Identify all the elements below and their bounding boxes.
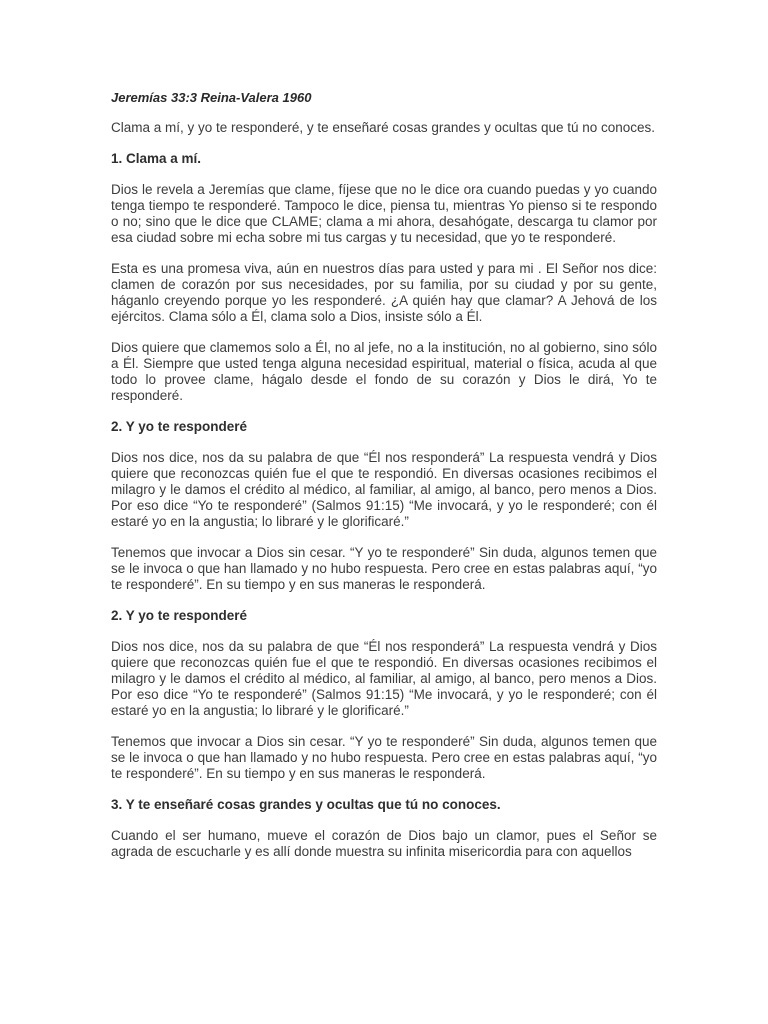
section-heading-2-repeat: 2. Y yo te responderé [111,608,248,623]
body-paragraph: Tenemos que invocar a Dios sin cesar. “Y yo te responderé” Sin duda, algunos temen que se le invoca o que han llamado y no hubo respuesta. Pero cree en estas palabras aquí, “yo te responderé”. En su tiempo y en sus maneras le responderá. [111,545,657,592]
body-paragraph: Dios le revela a Jeremías que clame, fíjese que no le dice ora cuando puedas y yo cuando tenga tiempo te responderé. Tampoco le dice, piensa tu, mientras Yo pienso si te respondo o no; sino que le dice que CLAME; clama a mi ahora, desahógate, descarga tu clamor por esa ciudad sobre mi echa sobre mi tus cargas y tu necesidad, que yo te responderé. [111,182,657,245]
body-paragraph: Dios quiere que clamemos solo a Él, no al jefe, no a la institución, no al gobierno, sino sólo a Él. Siempre que usted tenga alguna necesidad espiritual, material o física, acuda al que todo lo provee clame, hágalo desde el fondo de su corazón y Dios le dirá, Yo te responderé. [111,340,657,403]
body-paragraph: Tenemos que invocar a Dios sin cesar. “Y yo te responderé” Sin duda, algunos temen que se le invoca o que han llamado y no hubo respuesta. Pero cree en estas palabras aquí, “yo te responderé”. En su tiempo y en sus maneras le responderá. [111,734,657,781]
body-paragraph: Dios nos dice, nos da su palabra de que “Él nos responderá” La respuesta vendrá y Dios quiere que reconozcas quién fue el que te respondió. En diversas ocasiones recibimos el milagro y le damos el crédito al médico, al familiar, al amigo, al banco, pero menos a Dios. Por eso dice “Yo te responderé” (Salmos 91:15) “Me invocará, y yo le responderé; con él estaré yo en la angustia; lo libraré y le glorificaré.” [111,639,657,718]
section-heading-3: 3. Y te enseñaré cosas grandes y ocultas que tú no conoces. [111,797,501,812]
section-heading-1: 1. Clama a mí. [111,151,202,166]
document-page [111,89,657,875]
body-paragraph: Cuando el ser humano, mueve el corazón de Dios bajo un clamor, pues el Señor se agrada de escucharle y es allí donde muestra su infinita misericordia para con aquellos [111,828,657,859]
verse-paragraph: Clama a mí, y yo te responderé, y te enseñaré cosas grandes y ocultas que tú no conoces. [111,120,656,135]
document-title: Jeremías 33:3 Reina-Valera 1960 [111,90,312,105]
body-paragraph: Dios nos dice, nos da su palabra de que “Él nos responderá” La respuesta vendrá y Dios quiere que reconozcas quién fue el que te respondió. En diversas ocasiones recibimos el milagro y le damos el crédito al médico, al familiar, al amigo, al banco, pero menos a Dios. Por eso dice “Yo te responderé” (Salmos 91:15) “Me invocará, y yo le responderé; con él estaré yo en la angustia; lo libraré y le glorificaré.” [111,450,657,529]
section-heading-2: 2. Y yo te responderé [111,419,248,434]
body-paragraph: Esta es una promesa viva, aún en nuestros días para usted y para mi . El Señor nos dice: clamen de corazón por sus necesidades, por su familia, por su ciudad y por su gente, háganlo creyendo porque yo les responderé. ¿A quién hay que clamar? A Jehová de los ejércitos. Clama sólo a Él, clama solo a Dios, insiste sólo a Él. [111,261,657,324]
